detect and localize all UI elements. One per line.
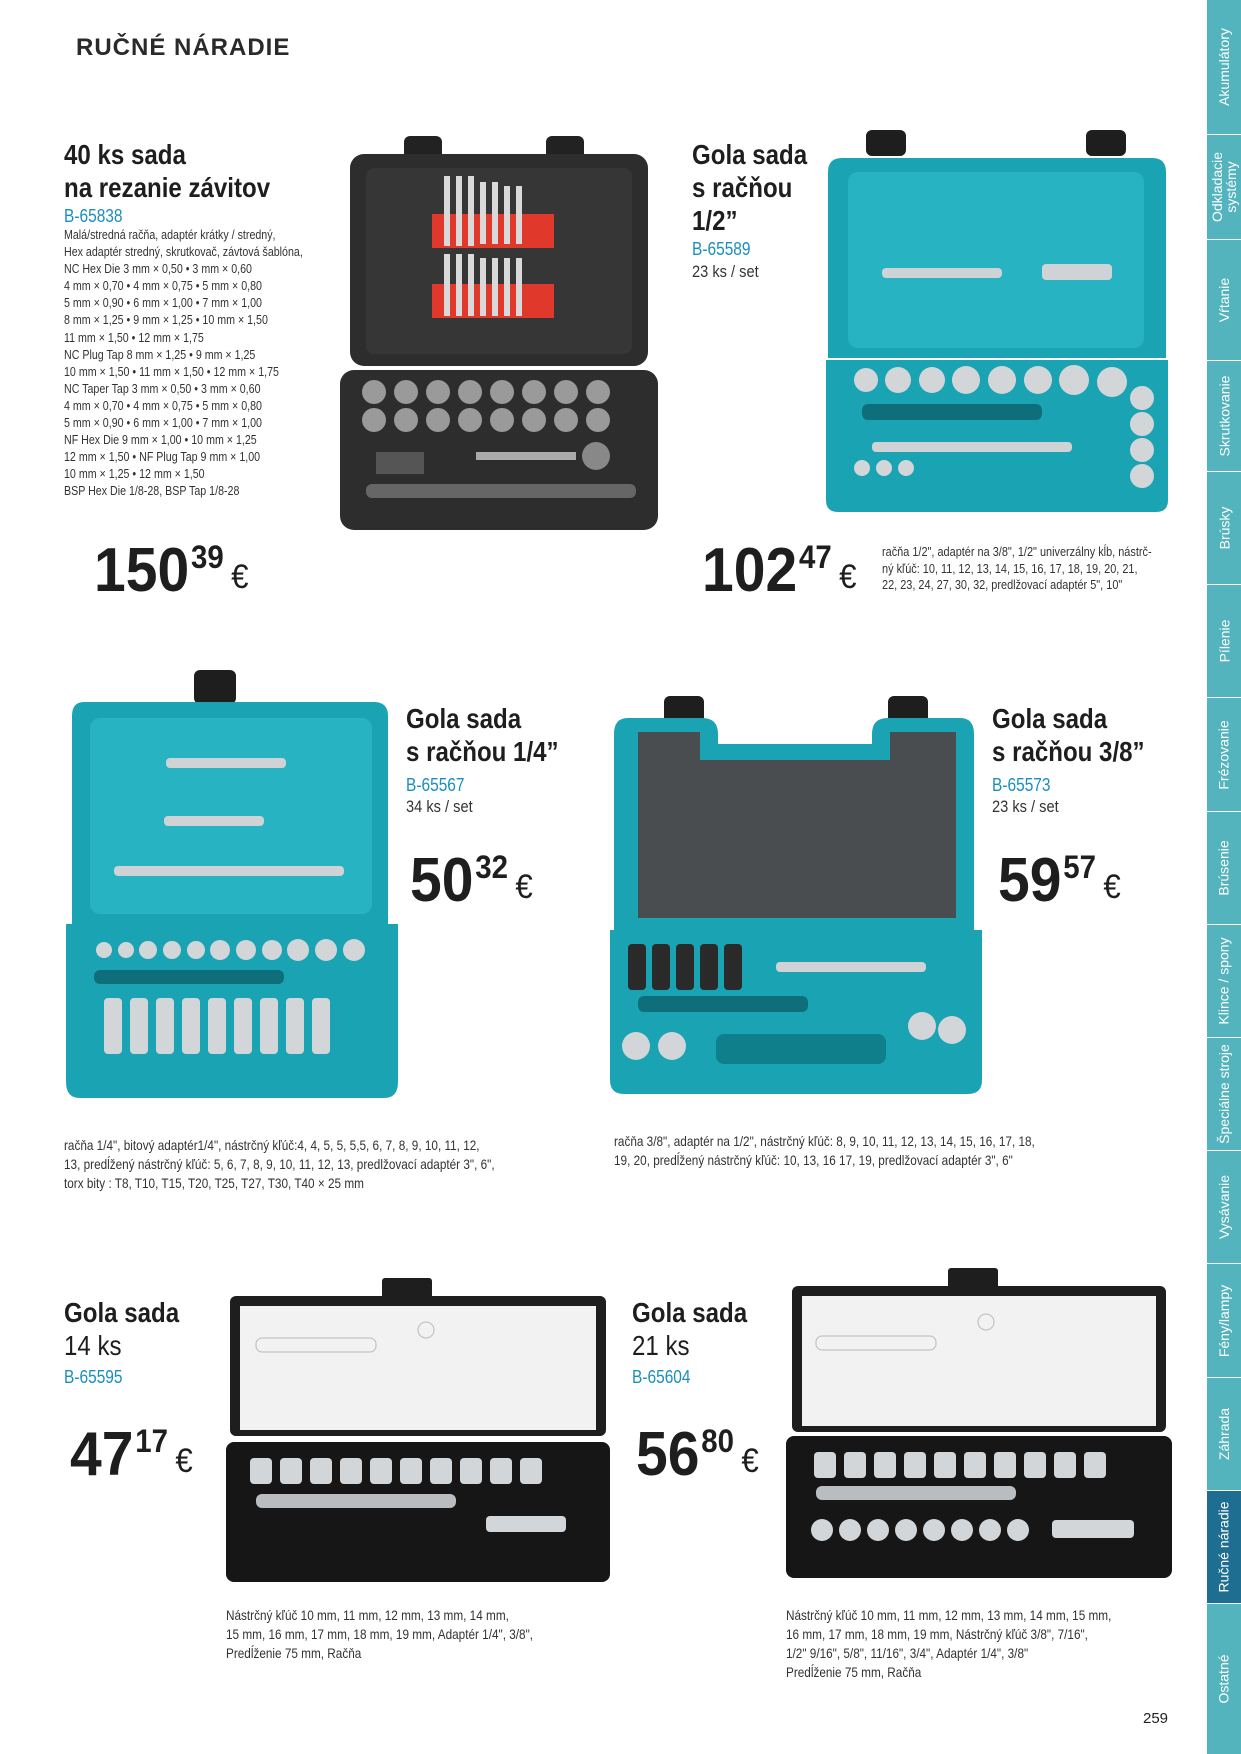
spec-line: Hex adaptér stredný, skrutkovač, závtová šablóna, xyxy=(64,244,303,260)
product-code: B-65567 xyxy=(406,775,465,795)
product-description: račňa 1/2", adaptér na 3/8", 1/2" univerzálny kĺb, nástrč- ný kľúč: 10, 11, 12, 13, 14, 15, 16, 17, 18, 19, 20, 21, 22, 23, 24, 27, 30, 32, predlžovací adaptér 5", 10" xyxy=(882,544,1152,592)
product-quantity: 23 ks / set xyxy=(992,797,1059,816)
tab-specialne-stroje[interactable]: Špeciálne stroje xyxy=(1207,1038,1241,1151)
product-code: B-65595 xyxy=(64,1367,123,1387)
product-description: Nástrčný kľúč 10 mm, 11 mm, 12 mm, 13 mm, 14 mm, 15 mm, 16 mm, 17 mm, 18 mm, 19 mm, Adaptér 1/4", 3/8", Predĺženie 75 mm, Račňa xyxy=(226,1607,534,1661)
product-quantity: 34 ks / set xyxy=(406,797,473,816)
product-code: B-65604 xyxy=(632,1367,691,1387)
product-price: 15039€ xyxy=(94,536,249,605)
product-title: Gola sada s račňou 1/4” xyxy=(406,703,559,767)
tab-odkladacie-systemy[interactable]: Odkladacie systémy xyxy=(1207,135,1241,240)
spec-line: 10 mm × 1,50 • 11 mm × 1,50 • 12 mm × 1,75 xyxy=(64,363,279,379)
product-title: 40 ks sada na rezanie závitov xyxy=(64,139,271,203)
socket-set-21pcs-image xyxy=(786,1266,1172,1582)
product-quantity: 23 ks / set xyxy=(692,262,759,281)
spec-line: 8 mm × 1,25 • 9 mm × 1,25 • 10 mm × 1,50 xyxy=(64,312,268,328)
tab-feny-lampy[interactable]: Fény/lampy xyxy=(1207,1264,1241,1378)
socket-set-half-inch-image xyxy=(822,128,1182,518)
tab-brusenie[interactable]: Brúsenie xyxy=(1207,812,1241,925)
product-title: Gola sada 21 ks xyxy=(632,1297,748,1361)
product-code: B-65838 xyxy=(64,206,123,226)
page-number: 259 xyxy=(1143,1710,1169,1727)
spec-line: NC Taper Tap 3 mm × 0,50 • 3 mm × 0,60 xyxy=(64,380,261,396)
product-price: 5032€ xyxy=(410,846,533,915)
product-title: Gola sada s račňou 1/2” xyxy=(692,139,808,236)
socket-set-14pcs-image xyxy=(226,1276,610,1588)
thread-cutting-set-image xyxy=(336,134,664,532)
product-description: račňa 1/4", bitový adaptér1/4", nástrčný kľúč:4, 4, 5, 5, 5,5, 6, 7, 8, 9, 10, 11, 12, 13, predĺžený nástrčný kľúč: 5, 6, 7, 8, 9, 10, 11, 12, 13, predlžovací adaptér 3", 6", torx bity : T8, T10, T15, T20, T25, T27, T30, T40 × 25 mm xyxy=(64,1137,495,1191)
tab-skrutkovanie[interactable]: Skrutkovanie xyxy=(1207,361,1241,472)
product-code: B-65589 xyxy=(692,239,751,259)
tab-vrtanie[interactable]: Vŕtanie xyxy=(1207,240,1241,361)
product-description: Nástrčný kľúč 10 mm, 11 mm, 12 mm, 13 mm, 14 mm, 15 mm, 16 mm, 17 mm, 18 mm, 19 mm, Nástrčný kľúč 3/8", 7/16", 1/2" 9/16", 5/8", 11/16", 3/4", Adaptér 1/4", 3/8" Predĺženie 75 mm, Račňa xyxy=(786,1607,1112,1680)
spec-line: 5 mm × 0,90 • 6 mm × 1,00 • 7 mm × 1,00 xyxy=(64,295,262,311)
spec-line: 5 mm × 0,90 • 6 mm × 1,00 • 7 mm × 1,00 xyxy=(64,415,262,431)
tab-rucne-naradie[interactable]: Ručné náradie xyxy=(1207,1491,1241,1604)
spec-line: NC Plug Tap 8 mm × 1,25 • 9 mm × 1,25 xyxy=(64,346,256,362)
section-title: RUČNÉ NÁRADIE xyxy=(76,34,291,61)
product-price: 5957€ xyxy=(998,846,1121,915)
socket-set-three-eighths-image xyxy=(606,694,992,1102)
tab-zahrada[interactable]: Záhrada xyxy=(1207,1378,1241,1491)
spec-line: 4 mm × 0,70 • 4 mm × 0,75 • 5 mm × 0,80 xyxy=(64,397,262,413)
spec-line: 4 mm × 0,70 • 4 mm × 0,75 • 5 mm × 0,80 xyxy=(64,278,262,294)
tab-ostatne[interactable]: Ostatné xyxy=(1216,1654,1232,1704)
spec-line: 10 mm × 1,25 • 12 mm × 1,50 xyxy=(64,466,205,482)
spec-line: NC Hex Die 3 mm × 0,50 • 3 mm × 0,60 xyxy=(64,261,252,277)
tab-klince-spony[interactable]: Klince / spony xyxy=(1207,925,1241,1038)
category-tabs xyxy=(1207,0,1241,1754)
product-title: Gola sada s račňou 3/8” xyxy=(992,703,1145,767)
spec-line: 11 mm × 1,50 • 12 mm × 1,75 xyxy=(64,329,204,345)
spec-line: NF Hex Die 9 mm × 1,00 • 10 mm × 1,25 xyxy=(64,432,257,448)
product-price: 4717€ xyxy=(70,1420,193,1489)
spec-list xyxy=(64,226,355,500)
product-price: 5680€ xyxy=(636,1420,759,1489)
tab-frezovanie[interactable]: Frézovanie xyxy=(1207,698,1241,812)
spec-line: BSP Hex Die 1/8-28, BSP Tap 1/8-28 xyxy=(64,483,240,499)
product-title: Gola sada 14 ks xyxy=(64,1297,180,1361)
tab-brusky[interactable]: Brúsky xyxy=(1207,472,1241,585)
tab-vysavanie[interactable]: Vysávanie xyxy=(1207,1151,1241,1264)
spec-line: Malá/stredná račňa, adaptér krátky / stredný, xyxy=(64,227,276,242)
tab-pilenie[interactable]: Pílenie xyxy=(1207,585,1241,698)
product-code: B-65573 xyxy=(992,775,1051,795)
tab-akumulatory[interactable]: Akumulátory xyxy=(1207,0,1241,135)
product-price: 10247€ xyxy=(702,536,857,605)
socket-set-quarter-inch-image xyxy=(64,668,404,1104)
spec-line: 12 mm × 1,50 • NF Plug Tap 9 mm × 1,00 xyxy=(64,449,261,465)
product-description: račňa 3/8", adaptér na 1/2", nástrčný kľúč: 8, 9, 10, 11, 12, 13, 14, 15, 16, 17, 18, 19, 20, predĺžený nástrčný kľúč: 10, 13, 16 17, 19, predlžovací adaptér 3", 6" xyxy=(614,1133,1035,1168)
